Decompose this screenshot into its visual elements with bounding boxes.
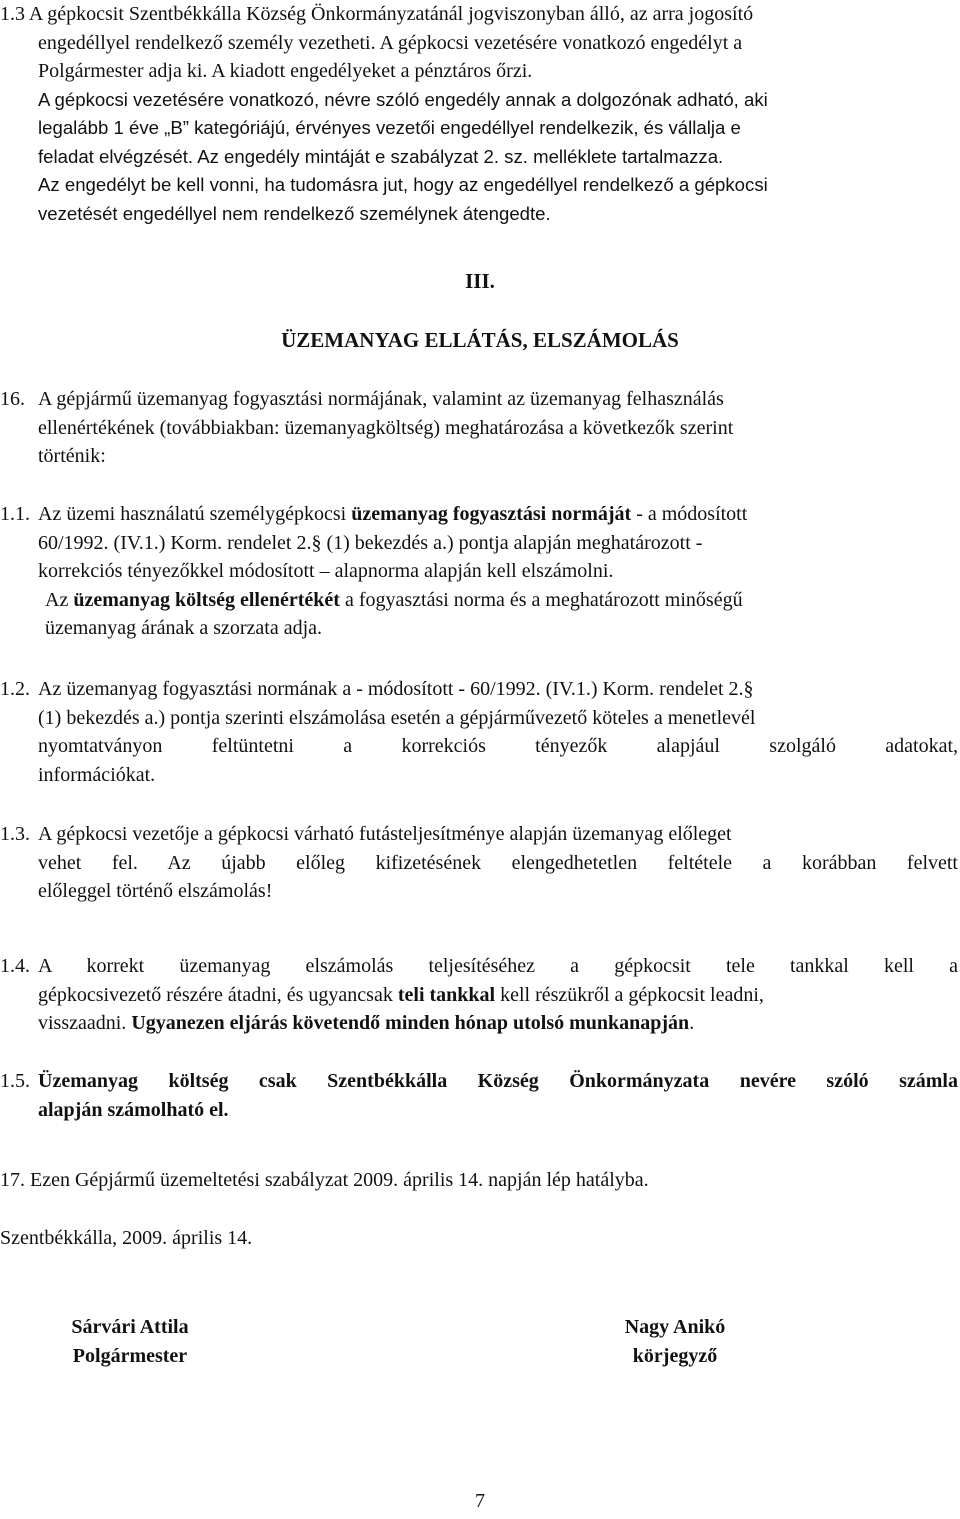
bold-text: teli tankkal <box>397 983 496 1006</box>
paragraph-label: 1.2. <box>0 678 30 700</box>
signature-mayor <box>40 1313 220 1370</box>
text-line: engedéllyel rendelkező személy vezetheti. A gépkocsi vezetésére vonatkozó engedélyt a <box>38 31 743 54</box>
text-line: 1.3 A gépkocsit Szentbékkálla Község Önkormányzatánál jogviszonyban álló, az arra jogosító <box>0 3 754 25</box>
signature-title: körjegyző <box>632 1344 718 1367</box>
paragraph-1-4 <box>0 952 958 1038</box>
paragraph-1-2 <box>0 675 958 789</box>
text-run: a fogyasztási norma és a meghatározott minőségű <box>339 588 743 611</box>
text-run: A korrekt üzemanyag elszámolás teljesítéséhez a gépkocsit tele tankkal kell a <box>38 955 958 977</box>
paragraph-label: 1.1. <box>0 503 30 525</box>
text-line: információkat. <box>38 763 156 786</box>
section-number: III. <box>465 269 495 293</box>
text-line: 17. Ezen Gépjármű üzemeltetési szabályzat 2009. április 14. napján lép hatályba. <box>0 1169 649 1191</box>
text-line: Szentbékkálla, 2009. április 14. <box>0 1227 253 1249</box>
text-line: A gépkocsi vezetője a gépkocsi várható futásteljesítménye alapján üzemanyag előleget <box>38 823 732 845</box>
text-line: üzemanyag árának a szorzata adja. <box>45 617 323 639</box>
text-line: 60/1992. (IV.1.) Korm. rendelet 2.§ (1) bekezdés a.) pontja alapján meghatározott - <box>38 531 703 554</box>
text-run: - a módosított <box>631 503 748 525</box>
text-line: Üzemanyag költség csak Szentbékkálla Község Önkormányzata nevére szóló számla <box>38 1070 958 1092</box>
signature-name: Sárvári Attila <box>71 1316 189 1338</box>
page-number: 7 <box>475 1490 485 1512</box>
text-line: vehet fel. Az újabb előleg kifizetésének elengedhetetlen feltétele a korábban felvett <box>38 851 958 874</box>
paragraph-label: 16. <box>0 388 25 410</box>
paragraph-1-5 <box>0 1067 958 1124</box>
place-date <box>0 1224 958 1253</box>
bold-text: Ugyanezen eljárás követendő minden hónap utolsó munkanapján <box>131 1012 690 1034</box>
paragraph-1-1 <box>0 500 958 643</box>
text-run: visszaadni. <box>38 1012 132 1034</box>
text-line: alapján számolható el. <box>38 1098 229 1121</box>
text-line: előleggel történő elszámolás! <box>38 880 273 902</box>
text-line: (1) bekezdés a.) pontja szerinti elszámolása esetén a gépjárművezető köteles a menetlevél <box>38 706 756 729</box>
bold-text: üzemanyag költség ellenértékét <box>73 588 340 611</box>
text-run: kell részükről a gépkocsit leadni, <box>495 983 764 1006</box>
paragraph-label: 1.3. <box>0 823 30 845</box>
paragraph-17 <box>0 1166 958 1195</box>
text-line: vezetését engedéllyel nem rendelkező személynek átengedte. <box>38 202 551 224</box>
signature-title: Polgármester <box>72 1344 188 1367</box>
signature-notary <box>585 1313 765 1370</box>
text-run: gépkocsivezető részére átadni, és ugyancsak <box>38 983 398 1006</box>
text-line: korrekciós tényezőkkel módosított – alapnorma alapján kell elszámolni. <box>38 560 614 582</box>
text-line: Polgármester adja ki. A kiadott engedélyeket a pénztáros őrzi. <box>38 60 533 82</box>
section-title: ÜZEMANYAG ELLÁTÁS, ELSZÁMOLÁS <box>281 328 679 352</box>
bold-text: üzemanyag fogyasztási normáját <box>351 503 632 525</box>
paragraph-label: 1.4. <box>0 955 30 977</box>
text-line: A gépkocsi vezetésére vonatkozó, névre szóló engedély annak a dolgozónak adható, aki <box>38 88 768 110</box>
text-line: feladat elvégzését. Az engedély mintáját e szabályzat 2. sz. melléklete tartalmazza. <box>38 145 724 167</box>
paragraph-label: 1.5. <box>0 1070 30 1092</box>
text-line: történik: <box>38 445 106 467</box>
text-run: . <box>689 1012 695 1034</box>
text-line: nyomtatványon feltüntetni a korrekciós tényezők alapjául szolgáló adatokat, <box>38 735 958 757</box>
text-line: Az üzemanyag fogyasztási normának a - módosított - 60/1992. (IV.1.) Korm. rendelet 2.§ <box>38 678 754 700</box>
text-line: ellenértékének (továbbiakban: üzemanyagköltség) meghatározása a következők szerint <box>38 416 734 439</box>
paragraph-1-3b <box>0 820 958 906</box>
text-run: Az <box>45 588 74 611</box>
text-line: Az engedélyt be kell vonni, ha tudomásra jut, hogy az engedéllyel rendelkező a gépkocsi <box>38 174 768 195</box>
text-run: Az üzemi használatú személygépkocsi <box>38 503 352 525</box>
signature-name: Nagy Anikó <box>624 1316 726 1338</box>
text-line: A gépjármű üzemanyag fogyasztási normájának, valamint az üzemanyag felhasználás <box>38 388 724 410</box>
text-line: legalább 1 éve „B” kategóriájú, érvényes vezetői engedéllyel rendelkezik, és vállalja e <box>38 117 741 138</box>
paragraph-1-3 <box>0 0 958 228</box>
paragraph-16 <box>0 385 958 471</box>
